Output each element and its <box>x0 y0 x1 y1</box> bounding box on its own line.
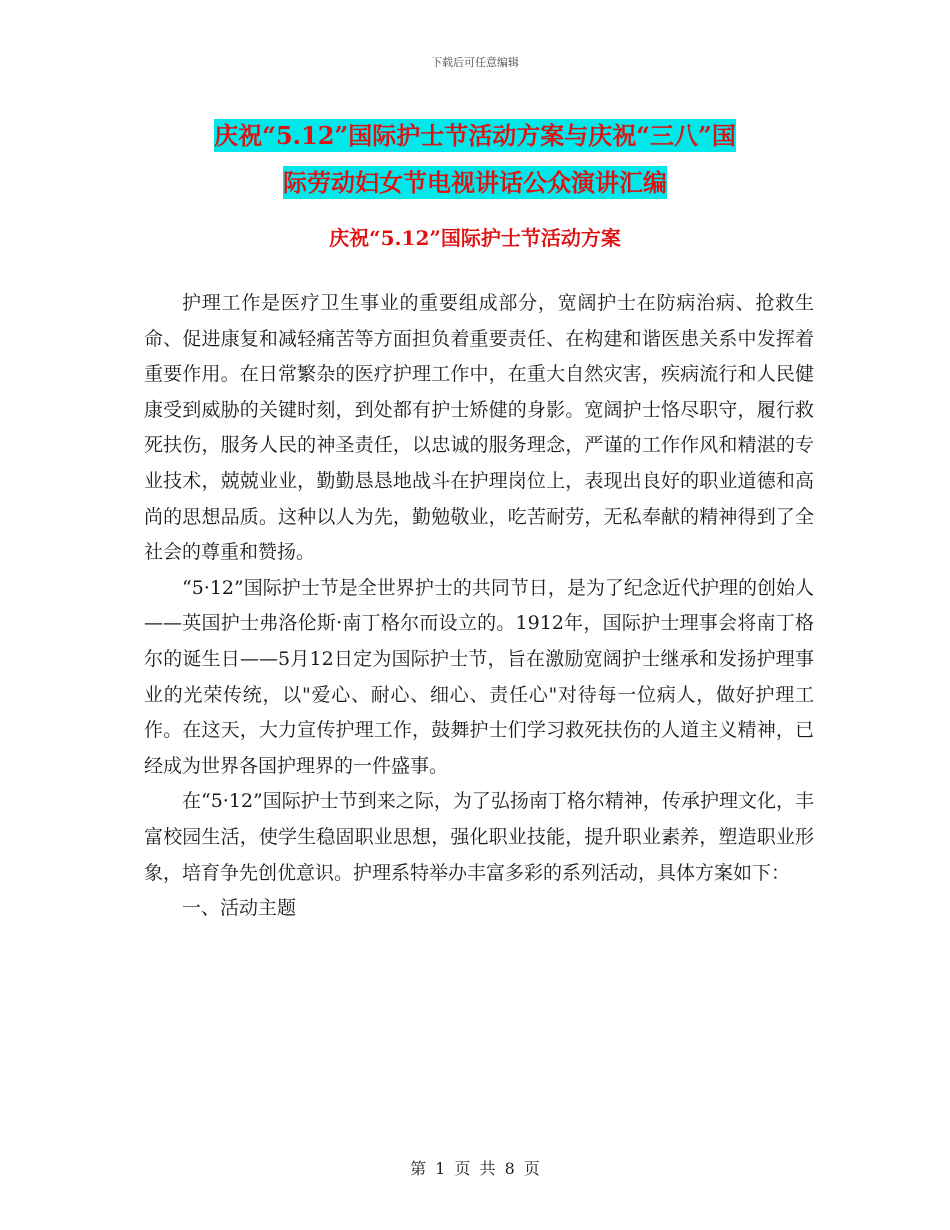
paragraph: 在“5·12”国际护士节到来之际，为了弘扬南丁格尔精神，传承护理文化，丰富校园生活，使学生稳固职业思想，强化职业技能，提升职业素养，塑造职业形象，培育争先创优意识。护理系特举办丰富多彩的系列活动，具体方案如下： <box>144 790 814 884</box>
paragraph: 护理工作是医疗卫生事业的重要组成部分，宽阔护士在防病治病、抢救生命、促进康复和减轻痛苦等方面担负着重要责任、在构建和谐医患关系中发挥着重要作用。在日常繁杂的医疗护理工作中，在重大自然灾害，疾病流行和人民健康受到威胁的关键时刻，到处都有护士矫健的身影。宽阔护士恪尽职守，履行救死扶伤，服务人民的神圣责任，以忠诚的服务理念，严谨的工作作风和精湛的专业技术，兢兢业业，勤勤恳恳地战斗在护理岗位上，表现出良好的职业道德和高尚的思想品质。这种以人为先，勤勉敬业，吃苦耐劳，无私奉献的精神得到了全社会的尊重和赞扬。 <box>144 292 814 564</box>
document-title <box>140 112 810 206</box>
page-number: 第 1 页 共 8 页 <box>410 1159 540 1178</box>
body-text <box>144 286 814 927</box>
header-note: 下载后可任意编辑 <box>431 56 519 69</box>
paragraph: 一、活动主题 <box>182 897 297 920</box>
title-line-2: 际劳动妇女节电视讲话公众演讲汇编 <box>283 168 667 197</box>
title-line-1: 庆祝“5.12”国际护士节活动方案与庆祝“三八”国 <box>214 121 736 150</box>
paragraph: “5·12”国际护士节是全世界护士的共同节日，是为了纪念近代护理的创始人——英国护士弗洛伦斯·南丁格尔而设立的。1912年，国际护士理事会将南丁格尔的诞生日——5月12日定为国际护士节，旨在激励宽阔护士继承和发扬护理事业的光荣传统，以"爱心、耐心、细心、责任心"对待每一位病人，做好护理工作。在这天，大力宣传护理工作，鼓舞护士们学习救死扶伤的人道主义精神，已经成为世界各国护理界的一件盛事。 <box>144 576 814 777</box>
section-title: 庆祝“5.12”国际护士节活动方案 <box>329 226 621 250</box>
